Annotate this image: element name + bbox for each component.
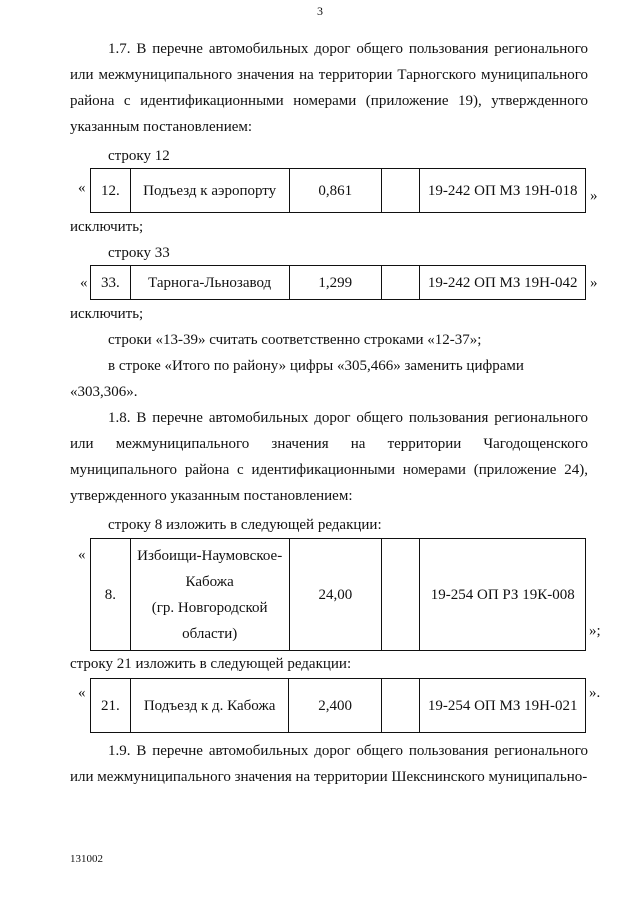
row33-action: исключить; bbox=[70, 306, 144, 322]
road-id-cell: 19-254 ОП МЗ 19Н-021 bbox=[420, 679, 586, 733]
total-line-1: в строке «Итого по району» цифры «305,466» заменить цифрами bbox=[108, 358, 524, 374]
road-name-line: Избоищи-Наумовское- bbox=[137, 547, 283, 564]
table-row-21 bbox=[90, 678, 586, 733]
paragraph-1-9-text: 1.9. В перечне автомобильных дорог общего пользования регионального или межмуниципального значения на территории Шекснинского муниципально- bbox=[70, 743, 588, 785]
paragraph-1-9 bbox=[70, 738, 588, 790]
open-quote: « bbox=[78, 180, 86, 196]
empty-cell bbox=[381, 266, 420, 300]
road-id-cell: 19-242 ОП МЗ 19Н-042 bbox=[420, 266, 586, 300]
close-quote: » bbox=[590, 188, 598, 204]
road-length-cell: 0,861 bbox=[289, 169, 381, 213]
table-row bbox=[91, 266, 586, 300]
table-row bbox=[91, 169, 586, 213]
close-quote: » bbox=[590, 275, 598, 291]
table-row bbox=[91, 679, 586, 733]
table-row bbox=[91, 539, 586, 651]
road-length-cell: 2,400 bbox=[289, 679, 381, 733]
row21-caption: строку 21 изложить в следующей редакции: bbox=[70, 656, 352, 672]
road-name-line: (гр. Новгородской bbox=[151, 599, 268, 616]
row-number-cell: 33. bbox=[91, 266, 131, 300]
table-row-12 bbox=[90, 168, 586, 213]
row12-action: исключить; bbox=[70, 219, 144, 235]
empty-cell bbox=[381, 679, 420, 733]
open-quote: « bbox=[78, 547, 86, 563]
table-row-33 bbox=[90, 265, 586, 300]
total-line-2: «303,306». bbox=[70, 384, 138, 400]
renumber-line: строки «13-39» считать соответственно строками «12-37»; bbox=[108, 332, 482, 348]
road-length-cell: 1,299 bbox=[289, 266, 381, 300]
road-name-line: Кабожа bbox=[185, 573, 234, 590]
road-length-cell: 24,00 bbox=[289, 539, 381, 651]
row8-caption: строку 8 изложить в следующей редакции: bbox=[108, 517, 382, 533]
road-id-cell: 19-254 ОП РЗ 19К-008 bbox=[420, 539, 586, 651]
paragraph-1-7-text: 1.7. В перечне автомобильных дорог общего пользования регионального или межмуниципального значения на территории Тарногского муниципального района с идентификационными номерами (приложение 19), утвержденного указанным постановлением: bbox=[70, 41, 588, 135]
paragraph-1-8-text: 1.8. В перечне автомобильных дорог общего пользования регионального или межмуниципального значения на территории Чагодощенского муниципального района с идентификационными номерами (приложение 24), утвержденного указанным постановлением: bbox=[70, 410, 588, 504]
footer-code: 131002 bbox=[70, 853, 103, 865]
close-quote-period: ». bbox=[589, 685, 601, 701]
road-name-cell: Подъезд к д. Кабожа bbox=[130, 679, 289, 733]
empty-cell bbox=[381, 539, 420, 651]
empty-cell bbox=[381, 169, 420, 213]
open-quote: « bbox=[78, 685, 86, 701]
page-number: 3 bbox=[317, 4, 323, 18]
paragraph-1-8 bbox=[70, 405, 588, 509]
paragraph-1-7 bbox=[70, 36, 588, 140]
row-number-cell: 8. bbox=[91, 539, 131, 651]
road-name-cell bbox=[130, 539, 289, 651]
row12-caption: строку 12 bbox=[108, 148, 170, 164]
open-quote: « bbox=[80, 275, 88, 291]
row-number-cell: 21. bbox=[91, 679, 131, 733]
road-name-cell: Тарнога-Льнозавод bbox=[130, 266, 289, 300]
road-id-cell: 19-242 ОП МЗ 19Н-018 bbox=[420, 169, 586, 213]
row33-caption: строку 33 bbox=[108, 245, 170, 261]
road-name-cell: Подъезд к аэропорту bbox=[130, 169, 289, 213]
row-number-cell: 12. bbox=[91, 169, 131, 213]
road-name-line: области) bbox=[182, 625, 238, 642]
table-row-8 bbox=[90, 538, 586, 651]
close-quote-semicolon: »; bbox=[589, 623, 601, 639]
